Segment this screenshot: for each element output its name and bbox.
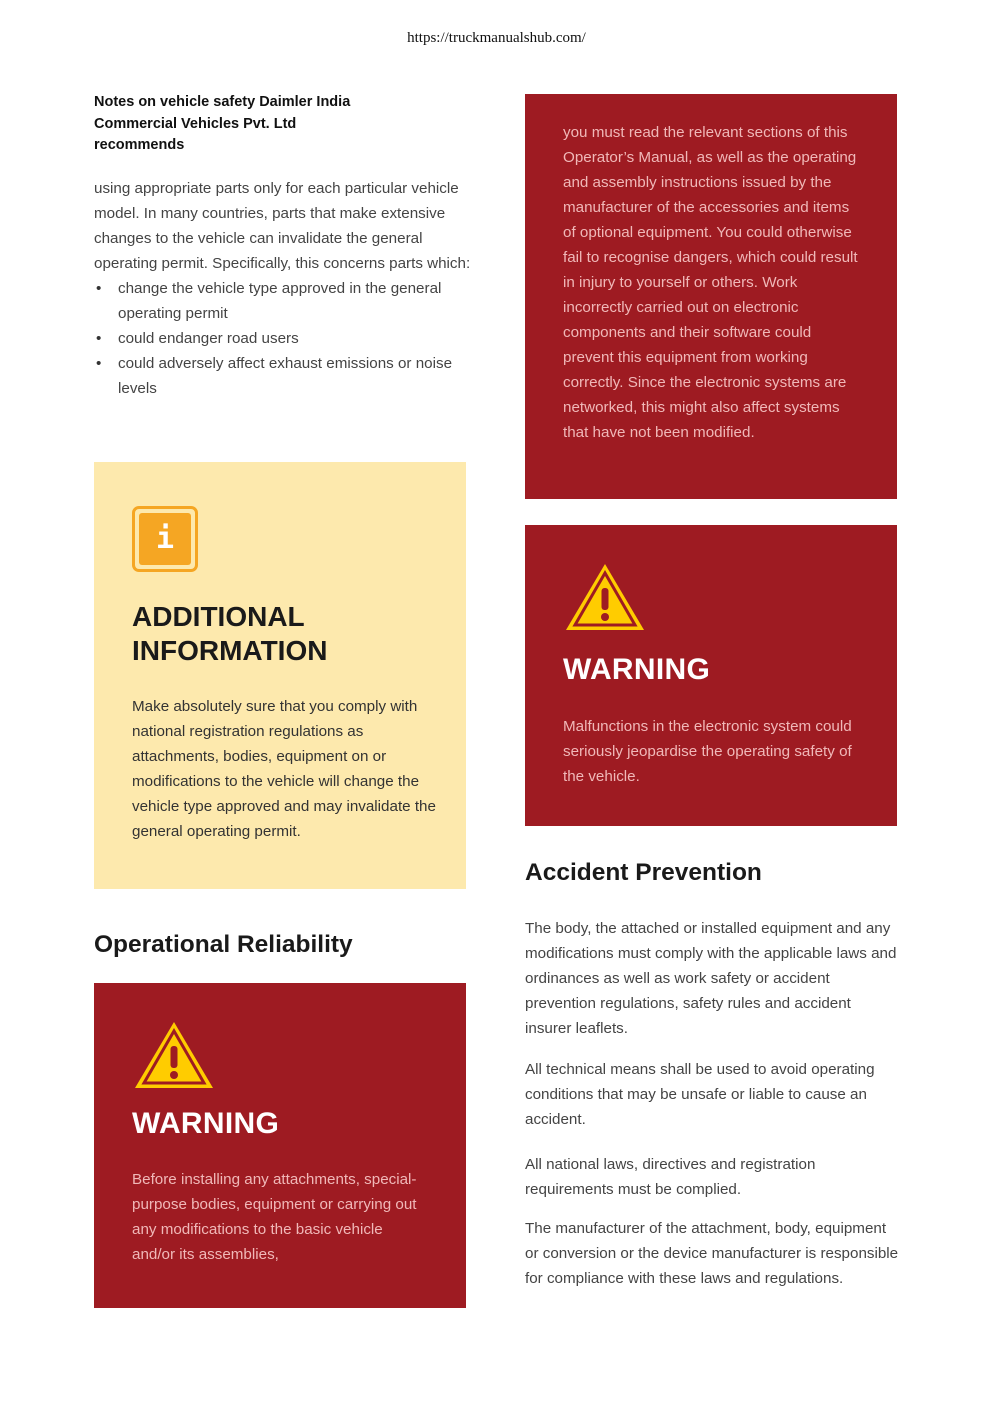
bullet-item: • change the vehicle type approved in the general operating permit xyxy=(94,276,474,326)
warning-title: WARNING xyxy=(132,1107,280,1140)
warning-triangle-icon xyxy=(132,1019,216,1091)
bullet-item: • could endanger road users xyxy=(94,326,474,351)
notes-intro-text: using appropriate parts only for each particular vehicle model. In many countries, parts that make extensive changes to the vehicle can invalidate the general operating permit. Specifically, this concerns parts which: xyxy=(94,180,471,272)
warning-title: WARNING xyxy=(563,653,711,686)
operational-warning-box xyxy=(94,983,466,1308)
operational-reliability-heading: Operational Reliability xyxy=(94,931,353,958)
continuation-warning-box xyxy=(525,94,897,499)
notes-intro-block xyxy=(94,176,474,401)
continuation-text: you must read the relevant sections of this Operator’s Manual, as well as the operating and assembly instructions issued by the manufacturer of the accessories and items of optional equipment. You could otherwise fail to recognise dangers, which could result in injury to yourself or others. Work incorrectly carried out on electronic components and their software could prevent this equipment from working correctly. Since the electronic systems are networked, this might also affect systems that have not been modified. xyxy=(563,124,858,441)
info-title: ADDITIONAL INFORMATION xyxy=(132,601,328,666)
info-icon xyxy=(132,506,198,572)
accident-paragraph: The manufacturer of the attachment, body, equipment or conversion or the device manufacturer is responsible for compliance with these laws and regulations. xyxy=(525,1220,899,1287)
additional-information-box xyxy=(94,462,466,889)
source-url: https://truckmanualshub.com/ xyxy=(407,30,586,46)
warning-triangle-icon xyxy=(563,561,647,633)
electronic-warning-box xyxy=(525,525,897,826)
notes-bullet-list xyxy=(94,276,474,401)
accident-paragraph: All technical means shall be used to avoid operating conditions that may be unsafe or liable to cause an accident. xyxy=(525,1061,875,1128)
accident-prevention-heading: Accident Prevention xyxy=(525,859,762,886)
bullet-item: • could adversely affect exhaust emissions or noise levels xyxy=(94,351,474,401)
info-text: Make absolutely sure that you comply with national registration regulations as attachments, bodies, equipment on or modifications to the vehicle will change the vehicle type approved and may invalidate the general operating permit. xyxy=(132,698,436,840)
warning-text: Malfunctions in the electronic system could seriously jeopardise the operating safety of the vehicle. xyxy=(563,718,852,785)
notes-heading: Notes on vehicle safety Daimler India Commercial Vehicles Pvt. Ltd recommends xyxy=(94,94,351,153)
info-icon-glyph: i xyxy=(139,513,191,565)
accident-paragraph: All national laws, directives and registration requirements must be complied. xyxy=(525,1156,816,1198)
accident-paragraph: The body, the attached or installed equipment and any modifications must comply with the applicable laws and ordinances as well as work safety or accident prevention regulations, safety rules and accident insurer leaflets. xyxy=(525,920,897,1037)
warning-text: Before installing any attachments, special-purpose bodies, equipment or carrying out any modifications to the basic vehicle and/or its assemblies, xyxy=(132,1171,417,1263)
